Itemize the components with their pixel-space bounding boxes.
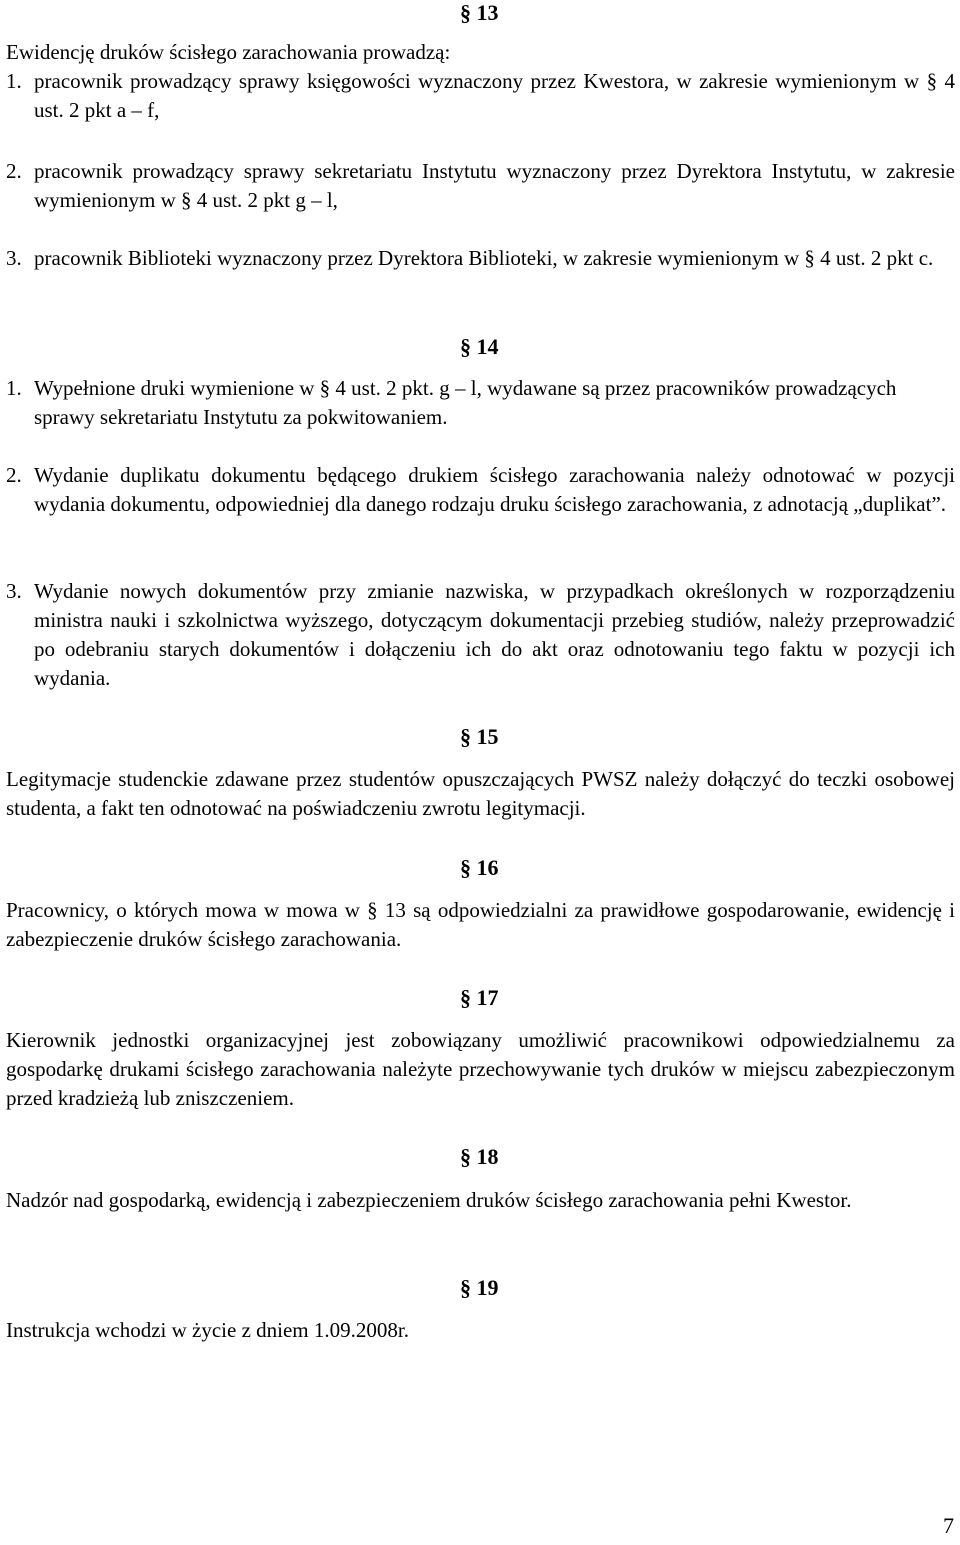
- section-15-text: Legitymacje studenckie zdawane przez studentów opuszczających PWSZ należy dołączyć do teczki osobowej studenta, a fakt ten odnotować na poświadczeniu zwrotu legitymacji.: [6, 767, 955, 820]
- item-text: pracownik prowadzący sprawy sekretariatu Instytutu wyznaczony przez Dyrektora Instytutu, w zakresie wymienionym w § 4 ust. 2 pkt g – l,: [34, 159, 955, 212]
- item-number: 3.: [6, 246, 22, 270]
- section-14-item-1-block: [6, 374, 955, 432]
- section-13-heading: § 13: [460, 0, 499, 25]
- item-text: Wydanie duplikatu dokumentu będącego drukiem ścisłego zarachowania należy odnotować w pozycji wydania dokumentu, odpowiedniej dla danego rodzaju druku ścisłego zarachowania, z adnotacją „duplikat”.: [34, 463, 955, 516]
- page-number: 7: [943, 1513, 954, 1538]
- section-19-text: Instrukcja wchodzi w życie z dniem 1.09.2008r.: [6, 1318, 409, 1342]
- item-number: 1.: [6, 69, 22, 93]
- section-19-heading: § 19: [460, 1275, 499, 1300]
- section-13-cont-3: [6, 244, 955, 273]
- item-text: Wydanie nowych dokumentów przy zmianie nazwiska, w przypadkach określonych w rozporządzeniu ministra nauki i szkolnictwa wyższego, dotyczącym dokumentacji przebieg studiów, należy przeprowadzić po odebraniu starych dokumentów i dołączeniu ich do akt oraz odnotowaniu tego faktu w pozycji ich wydania.: [34, 579, 955, 690]
- section-16-heading: § 16: [460, 855, 499, 880]
- section-13: [6, 38, 955, 125]
- section-14-heading: § 14: [460, 334, 499, 359]
- section-18-text: Nadzór nad gospodarką, ewidencją i zabezpieczeniem druków ścisłego zarachowania pełni Kwestor.: [6, 1188, 852, 1212]
- item-number: 1.: [6, 376, 22, 400]
- item-text: pracownik prowadzący sprawy księgowości wyznaczony przez Kwestora, w zakresie wymienionym w § 4 ust. 2 pkt a – f,: [34, 69, 955, 122]
- section-13-item-3: [6, 244, 955, 273]
- section-18-heading: § 18: [460, 1144, 499, 1169]
- section-13-cont-2: [6, 157, 955, 215]
- item-number: 3.: [6, 579, 22, 603]
- section-14-item-1: [6, 374, 955, 432]
- item-number: 2.: [6, 159, 22, 183]
- item-text: Wypełnione druki wymienione w § 4 ust. 2 pkt. g – l, wydawane są przez pracowników prowadzących sprawy sekretariatu Instytutu za pokwitowaniem.: [34, 376, 897, 429]
- section-14-item-2: [6, 461, 955, 519]
- section-13-item-2: [6, 157, 955, 215]
- section-13-item-1: [6, 67, 955, 125]
- section-16-text: Pracownicy, o których mowa w mowa w § 13 są odpowiedzialni za prawidłowe gospodarowanie, ewidencję i zabezpieczenie druków ścisłego zarachowania.: [6, 898, 955, 951]
- section-14-item-2-block: [6, 461, 955, 519]
- section-13-intro: Ewidencję druków ścisłego zarachowania prowadzą:: [6, 40, 451, 64]
- section-17-heading: § 17: [460, 985, 499, 1010]
- section-14-item-3: [6, 577, 955, 693]
- section-17-text: Kierownik jednostki organizacyjnej jest zobowiązany umożliwić pracownikowi odpowiedzialnemu za gospodarkę drukami ścisłego zarachowania należyte przechowywanie tych druków w miejscu zabezpieczonym przed kradzieżą lub zniszczeniem.: [6, 1028, 955, 1110]
- section-14-item-3-block: [6, 577, 955, 693]
- section-15-heading: § 15: [460, 724, 499, 749]
- item-text: pracownik Biblioteki wyznaczony przez Dyrektora Biblioteki, w zakresie wymienionym w § 4 ust. 2 pkt c.: [34, 246, 934, 270]
- item-number: 2.: [6, 463, 22, 487]
